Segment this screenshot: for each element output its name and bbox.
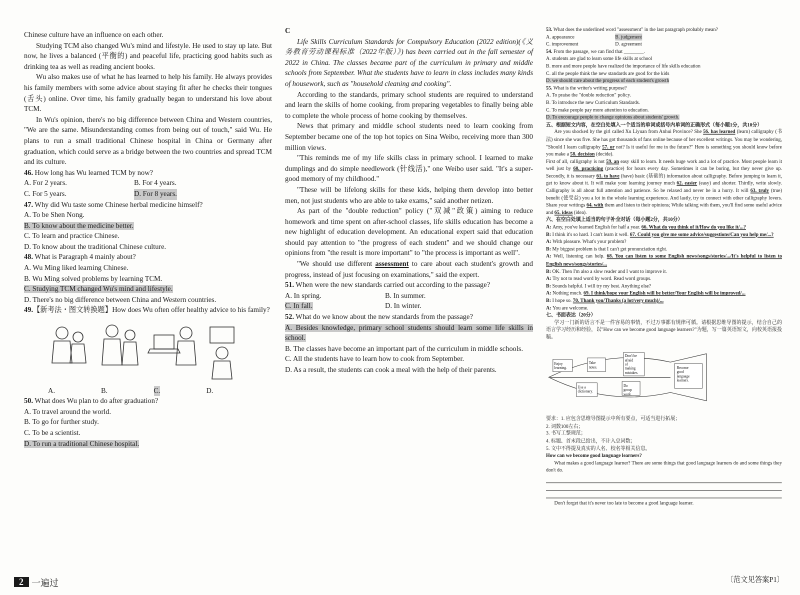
cloze-answer: 57. or: [602, 143, 615, 150]
question-47: 47. Why did Wu taste some Chinese herbal medicine himself? A. To be Shen Nong. B. To know about the medicine better. C. To learn and practice Chinese. D. To know about the traditional Chinese culture.: [24, 200, 272, 253]
paragraph: "These will be lifelong skills for these kids, helping them develop into better men, not just students who are able to take exams," said another netizen.: [285, 185, 533, 205]
requirement: 要求：1. 应包含思维导图提示中所有要点，可适当进行拓展；: [546, 416, 681, 422]
writing-prompt: 学习一门新的语言不是一件容易的事情，不过万事都有规律可循。请根据思维导图的提示，结合自己的语言学习经历和经验，以"How can we become good language learners?"为题，写一篇英语短文，向校英语报投稿。: [546, 319, 782, 340]
passage-letter: C: [285, 27, 291, 35]
person-icon: [106, 325, 118, 337]
cloze-answer: 62. easier: [676, 180, 698, 187]
node-enjoy-learning: Enjoy learning.: [554, 361, 567, 370]
screen-icon: [210, 327, 234, 343]
option-d-selected[interactable]: D. we should care about the progress of each student's growth: [546, 77, 670, 84]
dialogue-line: [546, 268, 782, 275]
writing-line[interactable]: [546, 483, 782, 491]
column-2: [285, 26, 533, 376]
speaker-label: A:: [546, 275, 553, 282]
dialogue-answer: 68. You can listen to some English news/songs/stories/.../It's helpful to listen to English news/songs/stories/...: [546, 253, 782, 267]
requirement: 3. 书写工整规范；: [546, 430, 586, 437]
cloze-text: not? Is it useful for me in the future?" Here is something you should know before you make a: [546, 143, 782, 157]
cloze-text: (easy) and shorter. Thirdly, write slowly. Calligraphy is all about full attention and patience. So be relaxed and never be in a hurry. It will: [546, 180, 782, 194]
question-50: 50. What does Wu plan to do after graduation? A. To travel around the world. B. To go for further study. C. To be a scientist. D. To run a traditional Chinese hospital.: [24, 396, 272, 449]
option-b-selected[interactable]: B. To know about the medicine better.: [24, 221, 134, 230]
person-icon: [180, 327, 192, 339]
option-d[interactable]: D. As a result, the students can cook a meal with the help of their parents.: [285, 366, 497, 374]
requirement: 2. 词数100左右；: [546, 423, 584, 429]
label-d[interactable]: D.: [206, 386, 214, 395]
option-d[interactable]: D. To know about the traditional Chinese culture.: [24, 242, 167, 251]
option-b[interactable]: B. In summer.: [385, 291, 426, 300]
writing-line[interactable]: [546, 475, 782, 483]
dialogue-line: [546, 282, 782, 289]
dialogue-text: I think it's so hard. I can't learn it well.: [552, 231, 630, 238]
cloze-answer: 56. has learned: [703, 129, 736, 135]
speaker-label: A:: [546, 305, 553, 311]
cloze-text: (have) basic (基础的) information about calligraphy. Before jumping to learn it, get to know about it. It will make your learning journey much: [546, 173, 783, 187]
option-c-selected[interactable]: C. Studying TCM changed Wu's mind and lifestyle.: [24, 285, 173, 294]
option-b-selected[interactable]: B. judgement: [615, 34, 642, 40]
question-48: 48. What is Paragraph 4 mainly about? A. Wu Ming liked learning Chinese. B. Wu Ming solved problems by learning TCM. C. Studying TCM changed Wu's mind and lifestyle. D. There's no big difference between China and Western countries.: [24, 252, 272, 305]
paragraph: Wu also makes use of what he has learned to help his family. He always provides his family members with some advice about staying fit after he checks their tongues (舌头) online. Over time, his family gradually began to understand his love about TCM.: [24, 73, 272, 114]
option-c[interactable]: C. For 5 years.: [24, 189, 67, 198]
dialogue-answer: 70. Thank you/Thanks (a lot/very much)/...: [572, 297, 664, 304]
speaker-label: B:: [546, 283, 553, 289]
dialogue: [546, 224, 782, 312]
person-icon: [56, 327, 68, 339]
option-d[interactable]: D. agreement: [615, 41, 642, 47]
option-a[interactable]: A. For 2 years.: [24, 179, 67, 188]
question-52: 52. What do we know about the new standards from the passage? A. Besides knowledge, primary school students should learn some life skills in school. B. The classes have become an important part of the curriculum in middle schools. C. All the students have to learn how to cook from September. D. As a result, the students can cook a meal with the help of their parents.: [285, 313, 533, 374]
essay-closing: Don't forget that it's never too late to become a good language learner.: [554, 500, 694, 506]
option-d[interactable]: D. In winter.: [385, 302, 422, 311]
dialogue-text: With pleasure. What's your problem?: [552, 239, 627, 245]
paragraph: Studying TCM also changed Wu's mind and lifestyle. He used to stay up late. But now, he lives a balanced (平衡的) and peaceful life, practicing good habits such as drinking tea as well as reading ancient books.: [24, 41, 272, 71]
paragraph: Chinese culture have an influence on each other.: [24, 31, 164, 39]
option-c[interactable]: C. To be a scientist.: [24, 429, 81, 437]
question-51: 51. When were the new standards carried out according to the passage? A. In spring. B. In summer. C. In fall. D. In winter.: [285, 281, 491, 311]
option-a[interactable]: A. Wu Ming liked learning Chinese.: [24, 264, 129, 273]
cloze-text: them and listen to their opinions; While talking with them, you'll find some useful advice and: [546, 202, 782, 216]
label-a[interactable]: A.: [48, 386, 55, 395]
section-7-heading: 七、书面表达（20分）: [546, 312, 596, 318]
paragraph: Life Skills Curriculum Standards for Compulsory Education (2022 edition)(《义务教育劳动课程标准（2022年版）》) has been carried out in the fall semester of 2022 in China. The classes became part of the curriculum in primary and middle schools from September. What the students have to learn in class includes many kinds of housework, such as "household cleaning and cooking".: [285, 37, 533, 88]
cloze-text: easy skill to learn. It needs huge work and a lot of practice. Most people learn it well just by: [546, 158, 782, 172]
person-icon: [73, 332, 83, 342]
cloze-passage: [546, 129, 782, 217]
dialogue-answer: 69. I think/hope your English will be better/Your English will be improved/...: [583, 290, 746, 296]
label-c-selected[interactable]: C.: [153, 386, 161, 395]
cloze-answer: 60. practicing: [573, 165, 604, 172]
person-icon: [125, 330, 135, 340]
column-3: [546, 26, 782, 507]
option-d[interactable]: D. There's no big difference between China and Western countries.: [24, 295, 217, 304]
dialogue-line: [546, 290, 782, 297]
dialogue-text: Sounds helpful. I will try my best. Anything else?: [552, 283, 652, 289]
section-6-heading: 六、在空白处填上适当的句子补全对话（每小题2分，共10分）: [546, 217, 683, 223]
paragraph: According to the standards, primary school students are required to understand and learn the skills of home cooking, from preparing vegetables to finally being able to complete the whole process of home cooking by themselves.: [285, 90, 533, 120]
option-d-selected[interactable]: D. To encourage people to change opinions about students' growth.: [546, 114, 680, 121]
speaker-label: A:: [546, 290, 553, 296]
page-footer: [14, 575, 86, 589]
dialogue-line: [546, 238, 782, 245]
cloze-answer: 58. decision: [570, 151, 595, 157]
option-d-selected[interactable]: D. For 8 years.: [134, 189, 177, 198]
dialogue-line: [546, 297, 782, 304]
dialogue-line: [546, 246, 782, 253]
question-46: 46. How long has Wu learned TCM by now? A. For 2 years. B. For 4 years. C. For 5 years. D. For 8 years.: [24, 168, 177, 198]
question-tag: 【新考法・图文转换题】: [32, 306, 113, 315]
speaker-label: A:: [546, 239, 553, 245]
cloze-answer: 61. to have: [596, 173, 620, 179]
option-b[interactable]: B. Wu Ming solved problems by learning TCM.: [24, 274, 163, 283]
dialogue-text: Nothing much.: [552, 290, 584, 296]
cloze-answer: 65. ideas: [554, 209, 573, 216]
option-a[interactable]: A. students are glad to learn some life skills at school: [546, 55, 653, 62]
dialogue-line: [546, 253, 782, 268]
person-icon: [216, 347, 228, 359]
question-55: 55. What is the writer's writing purpose? A. To praise the "double reduction" policy. B. To introduce the new Curriculum Standards. C. To make people pay more attention to education. D. To encourage people to change opinions about students' growth.: [546, 85, 782, 122]
dialogue-answer: 66. What do you think of it/How do you like it/...?: [641, 224, 746, 231]
option-b[interactable]: B. more and more people have realized the importance of life skills education: [546, 63, 701, 69]
node-use-dictionary: Use a dictionary.: [577, 385, 593, 394]
option-a[interactable]: A. To be Shen Nong.: [24, 211, 85, 220]
cloze-answer: 64. with: [586, 202, 604, 209]
requirement: 4. 标题、首末段已给出，不计入总词数；: [546, 438, 636, 444]
option-c[interactable]: C. all the people think the new standards are good for the kids: [546, 70, 670, 77]
option-b[interactable]: B. To go for further study.: [24, 418, 99, 427]
cloze-text: (decide).: [594, 151, 614, 157]
option-c[interactable]: C. improvement: [546, 41, 579, 47]
underlined-word: assessment: [375, 260, 409, 269]
option-c[interactable]: C. To make people pay more attention to education.: [546, 107, 649, 113]
node-goal: Become good language learners.: [676, 365, 690, 383]
paragraph: In Wu's opinion, there's no big difference between China and Western countries, "We are the same. Misunderstanding comes from being out of touch," said Wu. He plans to run a small traditional Chinese hospital in China or Germany after graduation, which could serve as a bridge between the two countries and spread TCM and its culture.: [24, 115, 272, 167]
brand-name: 一遍过: [31, 577, 59, 588]
column-1: [24, 30, 272, 449]
question-54: 54. From the passage, we can find that ________. A. students are glad to learn some life skills at school B. more and more people have realized the importance of life skills education C. all the people think the new standards are good for the kids D. we should care about the progress of each student's growth: [546, 48, 782, 85]
essay-title: How can we become good language learners?: [546, 452, 642, 459]
cloze-text: (idea).: [572, 209, 587, 216]
option-a[interactable]: A. In spring.: [285, 291, 322, 300]
option-a[interactable]: A. To travel around the world.: [24, 407, 111, 416]
dialogue-answer: 67. Could you give me some advice/suggestions/Can you help me/...?: [629, 231, 774, 238]
dialogue-text: My biggest problem is that I can't get pronunciation right.: [552, 246, 668, 253]
cloze-text: (learn) calligraphy (书法) since she was five. She has got thousands of fans online because of her excellent writings. You may be wondering, "Should I learn calligraphy: [546, 129, 782, 150]
label-b[interactable]: B.: [101, 386, 108, 395]
paragraph: "We should use different assessment to care about each student's growth and progress, instead of just focusing on examinations," said the expert.: [285, 260, 533, 279]
cloze-answer: 63. truly: [750, 187, 770, 194]
answer-reference: 〔范文见答案P1〕: [726, 576, 784, 584]
dialogue-text: Amy, you've learned English for half a year.: [552, 224, 642, 231]
speaker-label: B:: [546, 268, 553, 274]
cloze-answer: 59. an: [606, 158, 620, 165]
speaker-label: A:: [546, 253, 554, 260]
dialogue-text: Well, listening can help.: [553, 253, 607, 260]
dialogue-line: [546, 304, 782, 311]
node-dont-be-afraid: Don't be afraid of making mistakes.: [624, 353, 639, 375]
paragraph: News that primary and middle school students need to learn cooking from September became one of the top hot topics on Sina Weibo, receiving more than 300 million views.: [285, 122, 533, 152]
cloze-text: First of all, calligraphy is not: [546, 158, 607, 165]
dialogue-text: Try not to read word by word. Read word groups.: [552, 275, 652, 282]
node-group-work: Do group work.: [623, 383, 632, 396]
page-number: 2: [14, 577, 29, 587]
dialogue-text: You are welcome.: [552, 305, 589, 311]
option-b[interactable]: B. For 4 years.: [134, 179, 177, 188]
writing-line[interactable]: [546, 491, 782, 499]
option-c-selected[interactable]: C. In fall.: [285, 302, 313, 311]
requirement: 5. 文中不得提及真实的人名、校名等相关信息。: [546, 445, 651, 451]
dialogue-line: [546, 275, 782, 282]
paragraph: "This reminds me of my life skills class in primary school. I learned to make dumplings and do simple needlework (针线活)," one Weibo user said. "It's a super-good memory of my childhood.": [285, 154, 533, 184]
dialogue-text: OK. Then I'm also a slow reader and I want to improve it.: [552, 268, 668, 274]
speaker-label: B:: [546, 297, 553, 304]
cloze-text: (practice) for hours every day. Sometimes it can be boring, but they never give up. Secondly, it is necessary: [546, 165, 783, 179]
laptop-icon: [154, 335, 174, 349]
writing-lines: [546, 475, 782, 498]
paragraph: As part of the "double reduction" policy ("双减"政策) aiming to reduce homework and time spent on after-school classes, life skills education has become a new highlight of education development. An educational expert said that education should pay attention to "the progress of each student" and we should change our opinions from "the result is more important" to "the process is important as well".: [285, 207, 533, 258]
dialogue-text: I hope so.: [552, 297, 573, 304]
option-c[interactable]: C. To learn and practice Chinese.: [24, 232, 120, 241]
dialogue-line: [546, 231, 782, 238]
dialogue-line: [546, 224, 782, 231]
question-49: 49.【新考法・图文转换题】How does Wu often offer healthy advice to his family? A. B. C. D.: [24, 305, 272, 396]
option-c[interactable]: C. All the students have to learn how to cook from September.: [285, 355, 465, 364]
question-53: 53. What does the underlined word "assessment" in the last paragraph probably mean? A. appearance B. judgement C. improvement D. agreement: [546, 26, 718, 47]
option-a[interactable]: A. To praise the "double reduction" policy.: [546, 92, 632, 99]
speaker-label: B:: [546, 231, 553, 238]
option-b[interactable]: B. To introduce the new Curriculum Standards.: [546, 99, 640, 106]
picture-labels: [48, 386, 272, 397]
essay-opening: What makes a good language learner? There are some things that good language learners do and some things they don't do.: [546, 460, 782, 473]
option-b[interactable]: B. The classes have become an important part of the curriculum in middle schools.: [285, 344, 523, 353]
speaker-label: B:: [546, 246, 553, 253]
option-a[interactable]: A. appearance: [546, 34, 575, 40]
mind-map: [546, 344, 709, 410]
cloze-text: (true) benefit (使受益) you a lot in the whole learning experience. And lastly, try to connect with other calligraphy lovers. Share your writings: [546, 187, 783, 209]
option-a-selected[interactable]: A. Besides knowledge, primary school students should learn some life skills in school.: [285, 323, 533, 343]
cartoon-illustration: [44, 319, 240, 381]
option-d-selected[interactable]: D. To run a traditional Chinese hospital.: [24, 439, 140, 448]
speaker-label: A:: [546, 224, 553, 231]
cloze-text: Are you shocked by the girl called Xu Liyuan from Anhui Province? She: [554, 129, 704, 135]
section-5-heading: 五、根据短文内容，在空白处填入一个适当的单词或括号内单词的正确形式（每小题1分，共10分）: [546, 121, 763, 128]
node-take-notes: Take notes.: [588, 360, 598, 369]
